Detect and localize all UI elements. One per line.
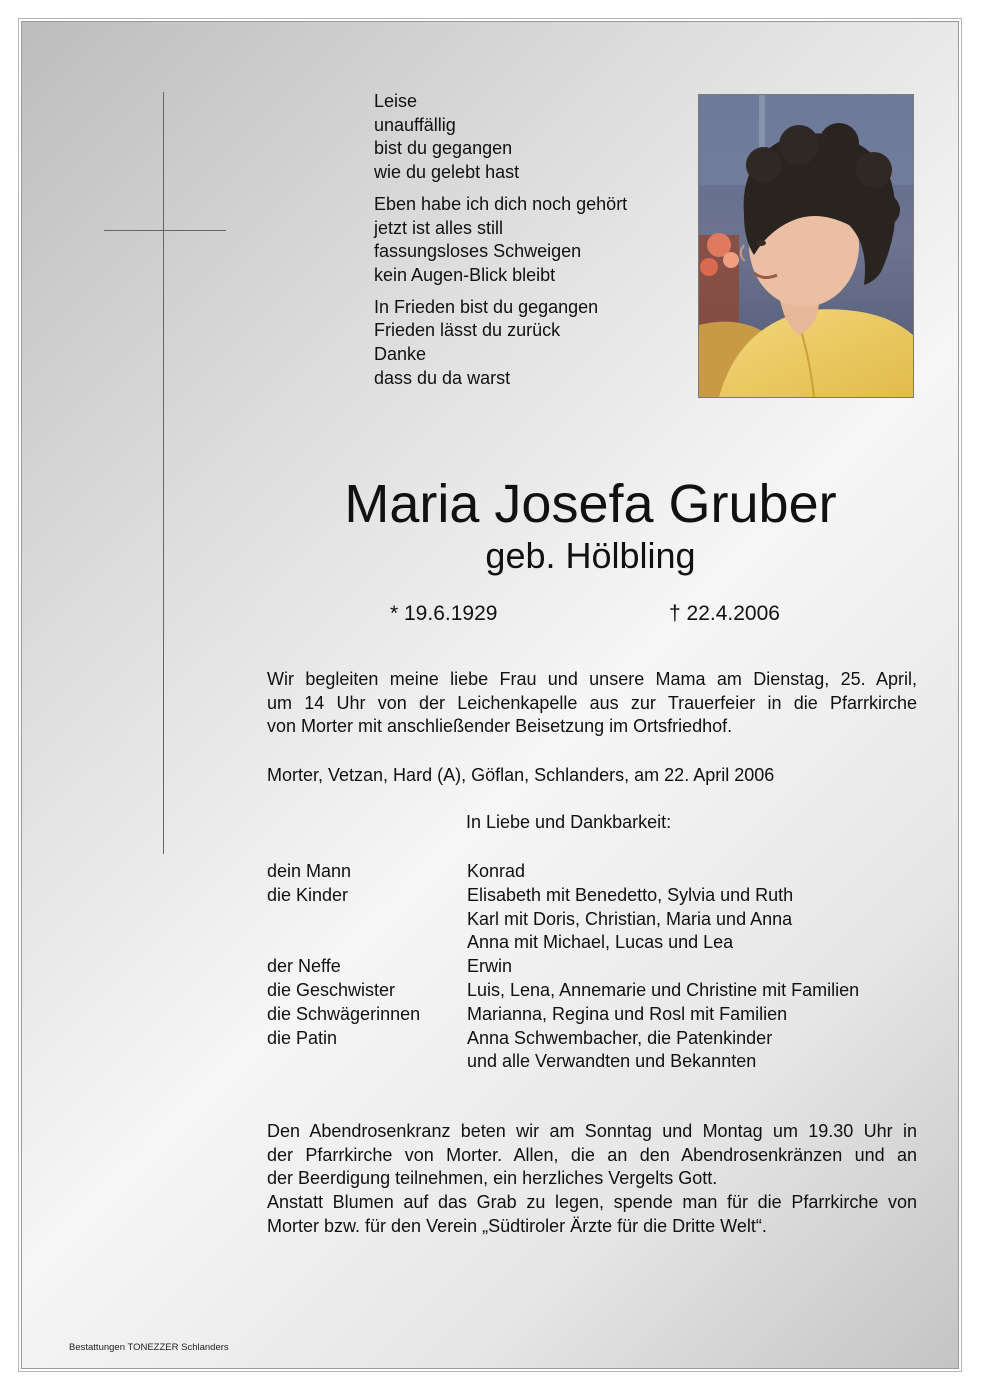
poem-line: unauffällig	[374, 114, 456, 135]
relative-name: und alle Verwandten und Bekannten	[467, 1051, 757, 1072]
funeral-home-credit: Bestattungen TONEZZER Schlanders	[69, 1342, 229, 1353]
poem-line: Leise	[374, 91, 418, 111]
poem-line: kein Augen-Blick bleibt	[374, 264, 556, 285]
poem-stanza	[374, 193, 627, 288]
relative-row	[267, 1027, 859, 1075]
poem-line: wie du gelebt hast	[374, 162, 520, 183]
portrait-photo	[698, 94, 914, 398]
poem-line: dass du da warst	[374, 367, 511, 388]
relative-name: Luis, Lena, Annemarie und Christine mit Familien	[467, 979, 860, 1000]
relative-row	[267, 884, 859, 955]
relative-label: die Schwägerinnen	[267, 1003, 421, 1024]
relative-row	[267, 979, 859, 1003]
deceased-name: Maria Josefa Gruber	[344, 474, 837, 534]
poem-line: jetzt ist alles still	[374, 217, 504, 238]
cross-vertical-bar	[163, 92, 164, 854]
relative-label: die Kinder	[267, 884, 349, 905]
relative-row	[267, 860, 859, 884]
relative-name: Konrad	[467, 861, 526, 881]
relative-names	[467, 1003, 787, 1027]
poem-line: Danke	[374, 344, 427, 365]
relative-row	[267, 955, 859, 979]
relative-name: Elisabeth mit Benedetto, Sylvia und Ruth	[467, 884, 794, 905]
closing-line: der Beerdigung teilnehmen, ein herzliches Vergelts Gott.	[267, 1168, 718, 1189]
relative-name: Karl mit Doris, Christian, Maria und Anna	[467, 908, 793, 929]
poem-line: Frieden lässt du zurück	[374, 320, 561, 341]
portrait-illustration	[699, 95, 913, 397]
closing-line: der Pfarrkirche von Morter. Allen, die an den Abendrosenkränzen und an	[267, 1144, 917, 1165]
relative-names	[467, 955, 512, 979]
relative-names	[467, 860, 525, 884]
relative-label: dein Mann	[267, 861, 352, 881]
poem-stanza	[374, 296, 627, 391]
poem	[374, 90, 627, 398]
closing-text	[267, 1120, 917, 1239]
poem-stanza	[374, 90, 627, 185]
obituary-card	[22, 22, 958, 1368]
announcement-line: Wir begleiten meine liebe Frau und unsere Mama am Dienstag, 25. April,	[267, 669, 917, 689]
relative-names	[467, 1027, 772, 1075]
funeral-announcement	[267, 668, 917, 739]
relative-label: die Geschwister	[267, 979, 396, 1000]
relative-row	[267, 1003, 859, 1027]
death-date: † 22.4.2006	[669, 602, 780, 625]
relative-name: Anna Schwembacher, die Patenkinder	[467, 1027, 773, 1048]
poem-line: In Frieden bist du gegangen	[374, 296, 599, 317]
relative-names	[467, 884, 793, 955]
announcement-line: um 14 Uhr von der Leichenkapelle aus zur Trauerfeier in die Pfarrkirche	[267, 692, 917, 713]
place-date: Morter, Vetzan, Hard (A), Göflan, Schlanders, am 22. April 2006	[267, 765, 775, 785]
relatives-list	[267, 860, 859, 1074]
poem-line: Eben habe ich dich noch gehört	[374, 193, 628, 214]
closing-line: Morter bzw. für den Verein „Südtiroler Ärzte für die Dritte Welt“.	[267, 1215, 767, 1236]
announcement-line: von Morter mit anschließender Beisetzung im Ortsfriedhof.	[267, 716, 733, 737]
relative-label: die Patin	[267, 1027, 338, 1048]
closing-line: Anstatt Blumen auf das Grab zu legen, spende man für die Pfarrkirche von	[267, 1192, 917, 1213]
poem-line: fassungsloses Schweigen	[374, 241, 582, 262]
birth-date: * 19.6.1929	[390, 602, 498, 625]
birth-name: geb. Hölbling	[485, 535, 696, 576]
poem-line: bist du gegangen	[374, 138, 513, 159]
relative-name: Anna mit Michael, Lucas und Lea	[467, 932, 734, 953]
relative-name: Erwin	[467, 956, 513, 977]
signoff: In Liebe und Dankbarkeit:	[466, 812, 672, 832]
closing-line: Den Abendrosenkranz beten wir am Sonntag und Montag um 19.30 Uhr in	[267, 1121, 917, 1141]
relative-label: der Neffe	[267, 956, 341, 977]
cross-horizontal-bar	[104, 230, 226, 231]
relative-name: Marianna, Regina und Rosl mit Familien	[467, 1003, 788, 1024]
relative-names	[467, 979, 859, 1003]
